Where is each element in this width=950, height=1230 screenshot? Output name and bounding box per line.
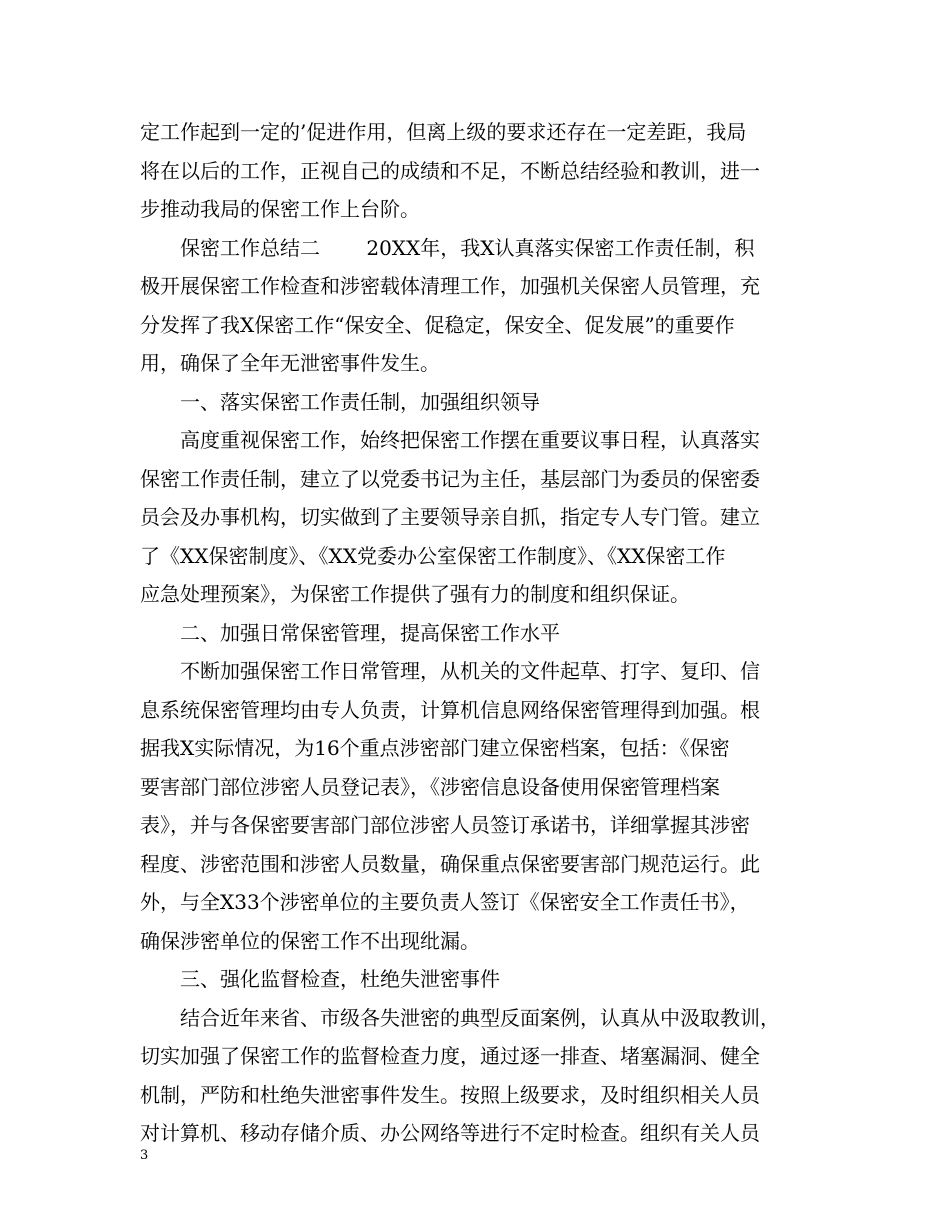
- body-text: [140, 113, 823, 1153]
- text-line: 对计算机、移动存储介质、办公网络等进行不定时检查。组织有关人员: [140, 1121, 760, 1145]
- text-line: 用，确保了全年无泄密事件发生。: [140, 351, 440, 375]
- text-line: 切实加强了保密工作的监督检查力度，通过逐一排查、堵塞漏洞、健全: [140, 1044, 760, 1068]
- text-line: 程度、涉密范围和涉密人员数量，确保重点保密要害部门规范运行。此: [140, 851, 760, 876]
- text-line: 不断加强保密工作日常管理，从机关的文件起草、打字、复印、信: [140, 659, 760, 683]
- text-line: 要害部门部位涉密人员登记表》，《涉密信息设备使用保密管理档案: [140, 774, 720, 799]
- text-line: 确保涉密单位的保密工作不出现纰漏。: [140, 928, 480, 953]
- text-line: 定工作起到一定的’促进作用，但离上级的要求还存在一定差距，我局: [140, 120, 747, 144]
- section-heading: 三、强化监督检查，杜绝失泄密事件: [140, 967, 500, 991]
- text-line: 外，与全X33个涉密单位的主要负责人签订《保密安全工作责任书》，: [140, 890, 750, 914]
- text-line: 极开展保密工作检查和涉密载体清理工作，加强机关保密人员管理，充: [140, 274, 760, 298]
- text-line: 保密工作总结二 20XX年，我X认真落实保密工作责任制，积: [140, 235, 755, 260]
- text-line: 机制，严防和杜绝失泄密事件发生。按照上级要求，及时组织相关人员: [140, 1082, 760, 1107]
- text-line: 保密工作责任制，建立了以党委书记为主任，基层部门为委员的保密委: [140, 466, 760, 491]
- text-line: 表》，并与各保密要害部门部位涉密人员签订承诺书，详细掌握其涉密: [140, 813, 750, 837]
- page-number: 3: [140, 1148, 149, 1163]
- text-line: 应急处理预案》，为保密工作提供了强有力的制度和组织保证。: [140, 582, 690, 606]
- text-line: 分发挥了我X保密工作“保安全、促稳定，保安全、促发展”的重要作: [140, 312, 735, 337]
- text-line: 步推动我局的保密工作上台阶。: [140, 197, 420, 221]
- text-line: 据我X实际情况，为16个重点涉密部门建立保密档案，包括：《保密: [140, 736, 730, 760]
- text-line: 了《XX保密制度》、《XX党委办公室保密工作制度》、《XX保密工作: [140, 543, 726, 568]
- text-line: 员会及办事机构，切实做到了主要领导亲自抓，指定专人专门管。建立: [140, 505, 760, 529]
- text-line: 结合近年来省、市级各失泄密的典型反面案例，认真从中汲取教训，: [140, 1005, 780, 1030]
- section-heading: 一、落实保密工作责任制，加强组织领导: [140, 389, 540, 414]
- text-line: 将在以后的工作，正视自己的成绩和不足，不断总结经验和教训，进一: [140, 158, 760, 183]
- section-heading: 二、加强日常保密管理，提高保密工作水平: [140, 620, 560, 645]
- text-line: 高度重视保密工作，始终把保密工作摆在重要议事日程，认真落实: [140, 428, 760, 452]
- text-line: 息系统保密管理均由专人负责，计算机信息网络保密管理得到加强。根: [140, 697, 760, 722]
